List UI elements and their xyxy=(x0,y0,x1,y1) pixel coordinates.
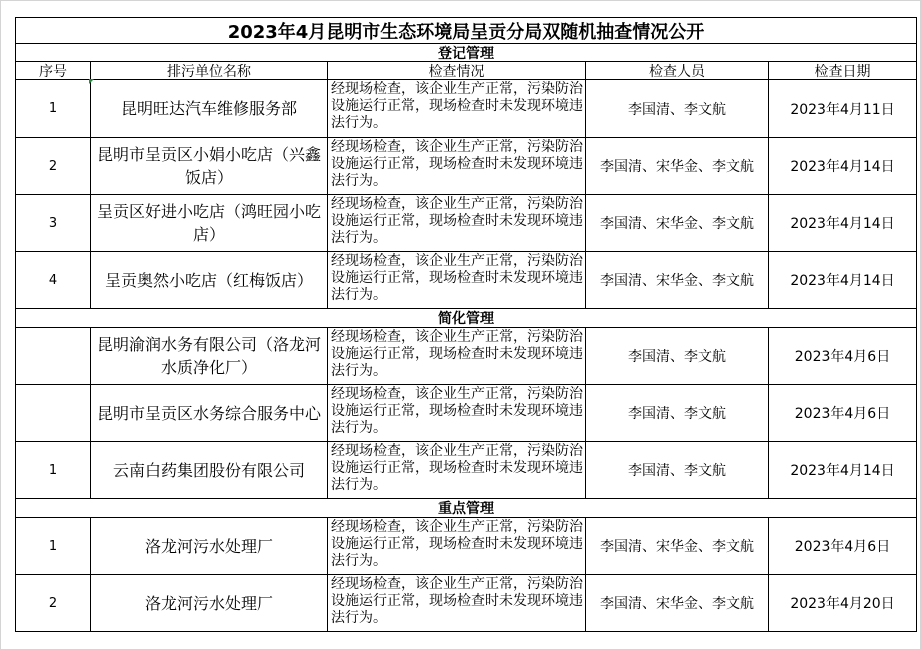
grid-top xyxy=(0,0,921,1)
section-title: 登记管理 xyxy=(438,45,494,61)
row-status: 经现场检查，该企业生产正常，污染防治设施运行正常，现场检查时未发现环境违法行为。 xyxy=(331,329,583,379)
row-unit-name: 昆明旺达汽车维修服务部 xyxy=(120,99,297,118)
row-seq: 2 xyxy=(48,158,58,174)
header-status: 检查情况 xyxy=(428,63,485,79)
border-right xyxy=(916,17,917,632)
section-title: 重点管理 xyxy=(438,501,494,517)
row-date: 2023年4月14日 xyxy=(790,273,895,289)
row-seq: 1 xyxy=(48,462,58,478)
row-inspectors: 李国清、宋华金、李文航 xyxy=(600,539,754,555)
row-unit-name: 昆明市呈贡区小娟小吃店（兴鑫饭店） xyxy=(96,145,321,187)
row-status: 经现场检查，该企业生产正常，污染防治设施运行正常，现场检查时未发现环境违法行为。 xyxy=(331,443,583,493)
row-seq: 3 xyxy=(48,215,58,231)
row-unit-name: 云南白药集团股份有限公司 xyxy=(112,460,305,480)
row-unit-name: 呈贡区好进小吃店（鸿旺园小吃店） xyxy=(96,202,321,244)
row-status: 经现场检查，该企业生产正常，污染防治设施运行正常，现场检查时未发现环境违法行为。 xyxy=(331,519,583,569)
row-date: 2023年4月14日 xyxy=(790,216,895,232)
row-seq: 1 xyxy=(48,101,58,116)
row-inspectors: 李国清、李文航 xyxy=(628,101,726,118)
page-title: 2023年4月昆明市生态环境局呈贡分局双随机抽查情况公开 xyxy=(227,21,705,43)
row-inspectors: 李国清、宋华金、李文航 xyxy=(600,216,754,232)
row-date: 2023年4月6日 xyxy=(794,539,891,555)
header-seq: 序号 xyxy=(39,63,67,79)
row-inspectors: 李国清、宋华金、李文航 xyxy=(600,273,754,289)
border-bottom xyxy=(15,631,917,632)
row-seq: 2 xyxy=(48,595,58,611)
row-unit-name: 呈贡奥然小吃店（红梅饭店） xyxy=(104,270,313,290)
row-status: 经现场检查，该企业生产正常，污染防治设施运行正常，现场检查时未发现环境违法行为。 xyxy=(331,253,583,303)
header-unit: 排污单位名称 xyxy=(167,63,251,79)
row-inspectors: 李国清、李文航 xyxy=(628,406,726,422)
row-inspectors: 李国清、李文航 xyxy=(628,463,726,479)
row-date: 2023年4月11日 xyxy=(790,101,895,118)
header-inspectors: 检查人员 xyxy=(649,63,705,79)
header-date: 检查日期 xyxy=(814,63,871,79)
row-seq: 1 xyxy=(48,538,58,554)
row-seq: 4 xyxy=(48,272,58,288)
row-status: 经现场检查，该企业生产正常，污染防治设施运行正常，现场检查时未发现环境违法行为。 xyxy=(331,139,583,189)
row-inspectors: 李国清、宋华金、李文航 xyxy=(600,596,754,612)
row-inspectors: 李国清、李文航 xyxy=(628,349,726,365)
row-date: 2023年4月6日 xyxy=(794,406,891,422)
row-date: 2023年4月20日 xyxy=(790,596,895,612)
row-date: 2023年4月14日 xyxy=(790,463,895,479)
row-inspectors: 李国清、宋华金、李文航 xyxy=(600,159,754,175)
row-date: 2023年4月14日 xyxy=(790,159,895,175)
row-unit-name: 昆明渝润水务有限公司（洛龙河水质净化厂） xyxy=(96,335,321,377)
row-seq xyxy=(16,328,90,384)
row-unit-name: 洛龙河污水处理厂 xyxy=(144,593,273,613)
row-status: 经现场检查，该企业生产正常，污染防治设施运行正常，现场检查时未发现环境违法行为。 xyxy=(331,576,583,626)
row-unit-name: 昆明市呈贡区水务综合服务中心 xyxy=(96,403,321,423)
row-seq xyxy=(16,385,90,441)
section-title: 简化管理 xyxy=(438,311,494,327)
row-status: 经现场检查，该企业生产正常，污染防治设施运行正常，现场检查时未发现环境违法行为。 xyxy=(331,386,583,436)
row-date: 2023年4月6日 xyxy=(794,349,891,365)
row-status: 经现场检查，该企业生产正常，污染防治设施运行正常，现场检查时未发现环境违法行为。 xyxy=(331,81,583,131)
row-status: 经现场检查，该企业生产正常，污染防治设施运行正常，现场检查时未发现环境违法行为。 xyxy=(331,196,583,246)
row-unit-name: 洛龙河污水处理厂 xyxy=(144,536,273,556)
grid-left xyxy=(0,0,1,649)
